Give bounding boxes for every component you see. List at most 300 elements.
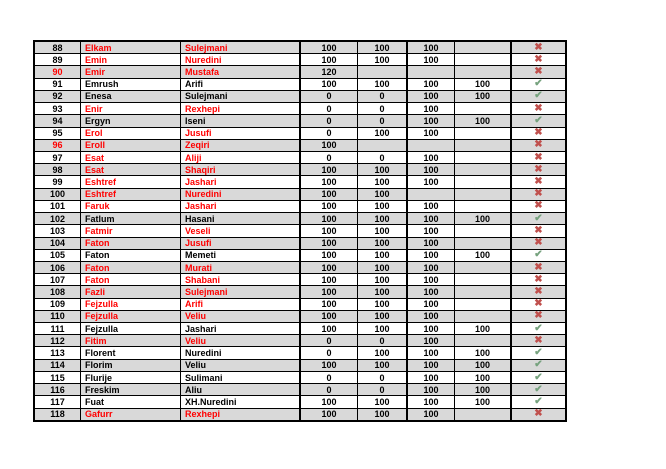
score2-cell[interactable]	[358, 66, 408, 77]
status-cell[interactable]	[512, 299, 565, 310]
score2-cell[interactable]: 100	[358, 128, 408, 139]
score1-cell[interactable]: 100	[301, 213, 358, 224]
last-name-cell[interactable]: Nuredini	[181, 54, 301, 65]
table-row	[35, 189, 565, 201]
score2-cell[interactable]: 100	[358, 323, 408, 334]
row-number-cell[interactable]: 117	[35, 396, 81, 407]
score1-cell[interactable]: 100	[301, 54, 358, 65]
status-cell[interactable]	[512, 225, 565, 236]
score3-cell[interactable]: 100	[408, 323, 455, 334]
row-number-cell[interactable]: 115	[35, 372, 81, 383]
score3-cell[interactable]: 100	[408, 384, 455, 395]
score1-cell[interactable]: 100	[301, 323, 358, 334]
first-name-cell[interactable]: Enir	[81, 103, 181, 114]
score4-cell[interactable]	[455, 238, 512, 249]
score2-cell[interactable]: 100	[358, 54, 408, 65]
score1-cell[interactable]: 100	[301, 42, 358, 53]
score1-cell[interactable]: 0	[301, 372, 358, 383]
first-name-cell[interactable]: Faton	[81, 262, 181, 273]
x-icon: ✖	[534, 54, 543, 65]
score4-cell[interactable]: 100	[455, 323, 512, 334]
last-name-cell[interactable]: Rexhepi	[181, 409, 301, 420]
table-row	[35, 274, 565, 286]
score4-cell[interactable]	[455, 189, 512, 200]
status-cell[interactable]	[512, 66, 565, 77]
score3-cell[interactable]: 100	[408, 176, 455, 187]
table-row	[35, 250, 565, 262]
score4-cell[interactable]	[455, 54, 512, 65]
table-row	[35, 54, 565, 66]
x-icon: ✖	[534, 335, 543, 346]
score1-cell[interactable]: 100	[301, 286, 358, 297]
score3-cell[interactable]: 100	[408, 311, 455, 322]
last-name-cell[interactable]: Aliji	[181, 152, 301, 163]
score3-cell[interactable]	[408, 189, 455, 200]
last-name-cell[interactable]: Hasani	[181, 213, 301, 224]
score2-cell[interactable]: 100	[358, 396, 408, 407]
last-name-cell[interactable]: Arifi	[181, 299, 301, 310]
x-icon: ✖	[534, 298, 543, 310]
score4-cell[interactable]	[455, 164, 512, 175]
table-row	[35, 323, 565, 335]
row-number-cell[interactable]: 114	[35, 360, 81, 371]
table-row	[35, 42, 565, 54]
table-row	[35, 201, 565, 213]
last-name-cell[interactable]: Zeqiri	[181, 140, 301, 151]
first-name-cell[interactable]: Eshtref	[81, 176, 181, 187]
score3-cell[interactable]: 100	[408, 250, 455, 261]
score3-cell[interactable]: 100	[408, 262, 455, 273]
first-name-cell[interactable]: Esat	[81, 164, 181, 175]
table-row	[35, 79, 565, 91]
x-icon: ✖	[534, 176, 543, 188]
table-row	[35, 152, 565, 164]
check-icon: ✔	[534, 396, 543, 407]
row-number-cell[interactable]: 116	[35, 384, 81, 395]
table-row	[35, 286, 565, 298]
table-row	[35, 164, 565, 176]
status-cell[interactable]	[512, 238, 565, 249]
first-name-cell[interactable]: Eroll	[81, 140, 181, 151]
table-row	[35, 360, 565, 372]
check-icon: ✔	[534, 384, 543, 395]
last-name-cell[interactable]: Sulejmani	[181, 42, 301, 53]
score4-cell[interactable]	[455, 201, 512, 212]
x-icon: ✖	[534, 261, 543, 273]
row-number-cell[interactable]: 102	[35, 213, 81, 224]
table-row	[35, 115, 565, 127]
last-name-cell[interactable]: Shabani	[181, 274, 301, 285]
score3-cell[interactable]: 100	[408, 396, 455, 407]
score4-cell[interactable]: 100	[455, 360, 512, 371]
score1-cell[interactable]: 100	[301, 201, 358, 212]
score3-cell[interactable]: 100	[408, 409, 455, 420]
row-number-cell[interactable]: 91	[35, 79, 81, 90]
score2-cell[interactable]: 100	[358, 250, 408, 261]
row-number-cell[interactable]: 98	[35, 164, 81, 175]
row-number-cell[interactable]: 118	[35, 409, 81, 420]
status-cell[interactable]	[512, 286, 565, 297]
score4-cell[interactable]	[455, 299, 512, 310]
status-cell[interactable]	[512, 384, 565, 395]
score3-cell[interactable]: 100	[408, 42, 455, 53]
last-name-cell[interactable]: Arifi	[181, 79, 301, 90]
score1-cell[interactable]: 0	[301, 103, 358, 114]
x-icon: ✖	[534, 237, 543, 249]
score4-cell[interactable]: 100	[455, 115, 512, 126]
score2-cell[interactable]: 100	[358, 299, 408, 310]
score2-cell[interactable]	[358, 140, 408, 151]
row-number-cell[interactable]: 100	[35, 189, 81, 200]
score3-cell[interactable]: 100	[408, 286, 455, 297]
x-icon: ✖	[534, 225, 543, 236]
score2-cell[interactable]: 100	[358, 311, 408, 322]
score4-cell[interactable]	[455, 274, 512, 285]
score4-cell[interactable]: 100	[455, 372, 512, 383]
score4-cell[interactable]: 100	[455, 384, 512, 395]
check-icon: ✔	[534, 249, 543, 261]
x-icon: ✖	[534, 408, 543, 420]
table-row	[35, 409, 565, 420]
score2-cell[interactable]: 100	[358, 262, 408, 273]
score3-cell[interactable]: 100	[408, 213, 455, 224]
score1-cell[interactable]: 100	[301, 274, 358, 285]
table-row	[35, 372, 565, 384]
first-name-cell[interactable]: Faton	[81, 250, 181, 261]
score4-cell[interactable]: 100	[455, 347, 512, 358]
first-name-cell[interactable]: Florim	[81, 360, 181, 371]
check-icon: ✔	[534, 371, 543, 383]
status-cell[interactable]	[512, 91, 565, 102]
row-number-cell[interactable]: 93	[35, 103, 81, 114]
score2-cell[interactable]: 100	[358, 164, 408, 175]
score3-cell[interactable]: 100	[408, 115, 455, 126]
score4-cell[interactable]: 100	[455, 213, 512, 224]
score3-cell[interactable]: 100	[408, 238, 455, 249]
last-name-cell[interactable]: Aliu	[181, 384, 301, 395]
score1-cell[interactable]: 0	[301, 128, 358, 139]
table-row	[35, 103, 565, 115]
status-cell[interactable]	[512, 79, 565, 90]
status-cell[interactable]	[512, 54, 565, 65]
status-cell[interactable]	[512, 164, 565, 175]
last-name-cell[interactable]: Veseli	[181, 225, 301, 236]
last-name-cell[interactable]: Jashari	[181, 201, 301, 212]
score1-cell[interactable]: 100	[301, 176, 358, 187]
first-name-cell[interactable]: Elkam	[81, 42, 181, 53]
score1-cell[interactable]: 100	[301, 225, 358, 236]
status-cell[interactable]	[512, 396, 565, 407]
score3-cell[interactable]: 100	[408, 103, 455, 114]
status-cell[interactable]	[512, 176, 565, 187]
score2-cell[interactable]: 100	[358, 286, 408, 297]
status-cell[interactable]	[512, 189, 565, 200]
status-cell[interactable]	[512, 152, 565, 163]
status-cell[interactable]	[512, 128, 565, 139]
score2-cell[interactable]: 0	[358, 335, 408, 346]
roster-table	[33, 40, 567, 422]
score1-cell[interactable]: 0	[301, 115, 358, 126]
row-number-cell[interactable]: 96	[35, 140, 81, 151]
score2-cell[interactable]: 100	[358, 189, 408, 200]
row-number-cell[interactable]: 112	[35, 335, 81, 346]
score4-cell[interactable]	[455, 409, 512, 420]
score1-cell[interactable]: 100	[301, 409, 358, 420]
first-name-cell[interactable]: Eshtref	[81, 189, 181, 200]
score4-cell[interactable]: 100	[455, 250, 512, 261]
score4-cell[interactable]	[455, 103, 512, 114]
table-row	[35, 238, 565, 250]
score2-cell[interactable]: 100	[358, 213, 408, 224]
table-row	[35, 347, 565, 359]
first-name-cell[interactable]: Fazli	[81, 286, 181, 297]
score3-cell[interactable]: 100	[408, 54, 455, 65]
row-number-cell[interactable]: 99	[35, 176, 81, 187]
status-cell[interactable]	[512, 213, 565, 224]
score2-cell[interactable]: 100	[358, 274, 408, 285]
score2-cell[interactable]: 0	[358, 115, 408, 126]
score4-cell[interactable]	[455, 42, 512, 53]
score1-cell[interactable]: 100	[301, 164, 358, 175]
check-icon: ✔	[534, 90, 543, 102]
last-name-cell[interactable]: Mustafa	[181, 66, 301, 77]
score1-cell[interactable]: 100	[301, 238, 358, 249]
row-number-cell[interactable]: 110	[35, 311, 81, 322]
first-name-cell[interactable]: Ergyn	[81, 115, 181, 126]
score1-cell[interactable]: 0	[301, 347, 358, 358]
last-name-cell[interactable]: XH.Nuredini	[181, 396, 301, 407]
x-icon: ✖	[534, 103, 543, 114]
x-icon: ✖	[534, 42, 543, 53]
last-name-cell[interactable]: Shaqiri	[181, 164, 301, 175]
row-number-cell[interactable]: 88	[35, 42, 81, 53]
status-cell[interactable]	[512, 274, 565, 285]
score1-cell[interactable]: 100	[301, 250, 358, 261]
row-number-cell[interactable]: 108	[35, 286, 81, 297]
first-name-cell[interactable]: Emir	[81, 66, 181, 77]
score4-cell[interactable]	[455, 66, 512, 77]
score2-cell[interactable]: 100	[358, 238, 408, 249]
last-name-cell[interactable]: Jashari	[181, 176, 301, 187]
first-name-cell[interactable]: Fatlum	[81, 213, 181, 224]
check-icon: ✔	[534, 115, 543, 126]
score2-cell[interactable]: 100	[358, 42, 408, 53]
score1-cell[interactable]: 0	[301, 384, 358, 395]
score4-cell[interactable]	[455, 286, 512, 297]
status-cell[interactable]	[512, 409, 565, 420]
score1-cell[interactable]: 0	[301, 152, 358, 163]
first-name-cell[interactable]: Fitim	[81, 335, 181, 346]
status-cell[interactable]	[512, 115, 565, 126]
table-row	[35, 213, 565, 225]
table-row	[35, 311, 565, 323]
score3-cell[interactable]	[408, 140, 455, 151]
check-icon: ✔	[534, 323, 543, 334]
score1-cell[interactable]: 100	[301, 140, 358, 151]
first-name-cell[interactable]: Fejzulla	[81, 299, 181, 310]
status-cell[interactable]	[512, 372, 565, 383]
first-name-cell[interactable]: Flurije	[81, 372, 181, 383]
score3-cell[interactable]: 100	[408, 360, 455, 371]
first-name-cell[interactable]: Fejzulla	[81, 323, 181, 334]
table-row	[35, 384, 565, 396]
last-name-cell[interactable]: Memeti	[181, 250, 301, 261]
score4-cell[interactable]: 100	[455, 79, 512, 90]
score4-cell[interactable]	[455, 128, 512, 139]
status-cell[interactable]	[512, 335, 565, 346]
row-number-cell[interactable]: 111	[35, 323, 81, 334]
last-name-cell[interactable]: Veliu	[181, 335, 301, 346]
row-number-cell[interactable]: 113	[35, 347, 81, 358]
score1-cell[interactable]: 0	[301, 335, 358, 346]
score3-cell[interactable]: 100	[408, 299, 455, 310]
score4-cell[interactable]	[455, 140, 512, 151]
status-cell[interactable]	[512, 140, 565, 151]
row-number-cell[interactable]: 105	[35, 250, 81, 261]
row-number-cell[interactable]: 92	[35, 91, 81, 102]
row-number-cell[interactable]: 101	[35, 201, 81, 212]
first-name-cell[interactable]: Faton	[81, 238, 181, 249]
row-number-cell[interactable]: 90	[35, 66, 81, 77]
score2-cell[interactable]: 0	[358, 384, 408, 395]
score4-cell[interactable]	[455, 311, 512, 322]
last-name-cell[interactable]: Sulimani	[181, 372, 301, 383]
score3-cell[interactable]: 100	[408, 152, 455, 163]
score3-cell[interactable]: 100	[408, 335, 455, 346]
first-name-cell[interactable]: Fuat	[81, 396, 181, 407]
score2-cell[interactable]: 100	[358, 225, 408, 236]
last-name-cell[interactable]: Nuredini	[181, 347, 301, 358]
last-name-cell[interactable]: Veliu	[181, 360, 301, 371]
row-number-cell[interactable]: 97	[35, 152, 81, 163]
status-cell[interactable]	[512, 201, 565, 212]
score4-cell[interactable]: 100	[455, 396, 512, 407]
first-name-cell[interactable]: Fatmir	[81, 225, 181, 236]
table-row	[35, 140, 565, 152]
x-icon: ✖	[534, 127, 543, 139]
last-name-cell[interactable]: Murati	[181, 262, 301, 273]
last-name-cell[interactable]: Sulejmani	[181, 91, 301, 102]
x-icon: ✖	[534, 151, 543, 163]
score2-cell[interactable]: 0	[358, 372, 408, 383]
score4-cell[interactable]	[455, 225, 512, 236]
score2-cell[interactable]: 0	[358, 91, 408, 102]
score1-cell[interactable]: 100	[301, 360, 358, 371]
score4-cell[interactable]	[455, 262, 512, 273]
table-row	[35, 225, 565, 237]
first-name-cell[interactable]: Freskim	[81, 384, 181, 395]
status-cell[interactable]	[512, 42, 565, 53]
first-name-cell[interactable]: Emrush	[81, 79, 181, 90]
row-number-cell[interactable]: 106	[35, 262, 81, 273]
x-icon: ✖	[534, 164, 543, 175]
score2-cell[interactable]: 100	[358, 79, 408, 90]
score2-cell[interactable]: 0	[358, 103, 408, 114]
score2-cell[interactable]: 100	[358, 360, 408, 371]
score3-cell[interactable]: 100	[408, 201, 455, 212]
status-cell[interactable]	[512, 347, 565, 358]
score1-cell[interactable]: 100	[301, 396, 358, 407]
last-name-cell[interactable]: Sulejmani	[181, 286, 301, 297]
score1-cell[interactable]: 100	[301, 299, 358, 310]
last-name-cell[interactable]: Nuredini	[181, 189, 301, 200]
score4-cell[interactable]	[455, 335, 512, 346]
first-name-cell[interactable]: Fejzulla	[81, 311, 181, 322]
score4-cell[interactable]	[455, 176, 512, 187]
row-number-cell[interactable]: 107	[35, 274, 81, 285]
x-icon: ✖	[534, 66, 543, 78]
score3-cell[interactable]: 100	[408, 79, 455, 90]
last-name-cell[interactable]: Jusufi	[181, 238, 301, 249]
status-cell[interactable]	[512, 311, 565, 322]
first-name-cell[interactable]: Esat	[81, 152, 181, 163]
score2-cell[interactable]: 100	[358, 409, 408, 420]
score3-cell[interactable]: 100	[408, 274, 455, 285]
score3-cell[interactable]: 100	[408, 164, 455, 175]
score1-cell[interactable]: 100	[301, 262, 358, 273]
score3-cell[interactable]: 100	[408, 128, 455, 139]
first-name-cell[interactable]: Florent	[81, 347, 181, 358]
row-number-cell[interactable]: 109	[35, 299, 81, 310]
score3-cell[interactable]: 100	[408, 347, 455, 358]
status-cell[interactable]	[512, 323, 565, 334]
score4-cell[interactable]: 100	[455, 91, 512, 102]
first-name-cell[interactable]: Faton	[81, 274, 181, 285]
score1-cell[interactable]: 0	[301, 91, 358, 102]
table-row	[35, 91, 565, 103]
score3-cell[interactable]: 100	[408, 372, 455, 383]
first-name-cell[interactable]: Enesa	[81, 91, 181, 102]
check-icon: ✔	[534, 347, 543, 359]
last-name-cell[interactable]: Iseni	[181, 115, 301, 126]
first-name-cell[interactable]: Faruk	[81, 201, 181, 212]
x-icon: ✖	[534, 188, 543, 200]
status-cell[interactable]	[512, 103, 565, 114]
table-row	[35, 396, 565, 408]
x-icon: ✖	[534, 286, 543, 297]
row-number-cell[interactable]: 94	[35, 115, 81, 126]
score1-cell[interactable]: 120	[301, 66, 358, 77]
last-name-cell[interactable]: Jusufi	[181, 128, 301, 139]
score4-cell[interactable]	[455, 152, 512, 163]
score3-cell[interactable]	[408, 66, 455, 77]
score3-cell[interactable]: 100	[408, 91, 455, 102]
status-cell[interactable]	[512, 360, 565, 371]
last-name-cell[interactable]: Rexhepi	[181, 103, 301, 114]
first-name-cell[interactable]: Erol	[81, 128, 181, 139]
score2-cell[interactable]: 100	[358, 176, 408, 187]
table-row	[35, 299, 565, 311]
status-cell[interactable]	[512, 262, 565, 273]
first-name-cell[interactable]: Gafurr	[81, 409, 181, 420]
row-number-cell[interactable]: 104	[35, 238, 81, 249]
score2-cell[interactable]: 100	[358, 201, 408, 212]
first-name-cell[interactable]: Emin	[81, 54, 181, 65]
check-icon: ✔	[534, 213, 543, 224]
score3-cell[interactable]: 100	[408, 225, 455, 236]
row-number-cell[interactable]: 95	[35, 128, 81, 139]
score2-cell[interactable]: 0	[358, 152, 408, 163]
row-number-cell[interactable]: 103	[35, 225, 81, 236]
score1-cell[interactable]: 100	[301, 311, 358, 322]
score1-cell[interactable]: 100	[301, 79, 358, 90]
last-name-cell[interactable]: Veliu	[181, 311, 301, 322]
row-number-cell[interactable]: 89	[35, 54, 81, 65]
last-name-cell[interactable]: Jashari	[181, 323, 301, 334]
score2-cell[interactable]: 100	[358, 347, 408, 358]
status-cell[interactable]	[512, 250, 565, 261]
score1-cell[interactable]: 100	[301, 189, 358, 200]
